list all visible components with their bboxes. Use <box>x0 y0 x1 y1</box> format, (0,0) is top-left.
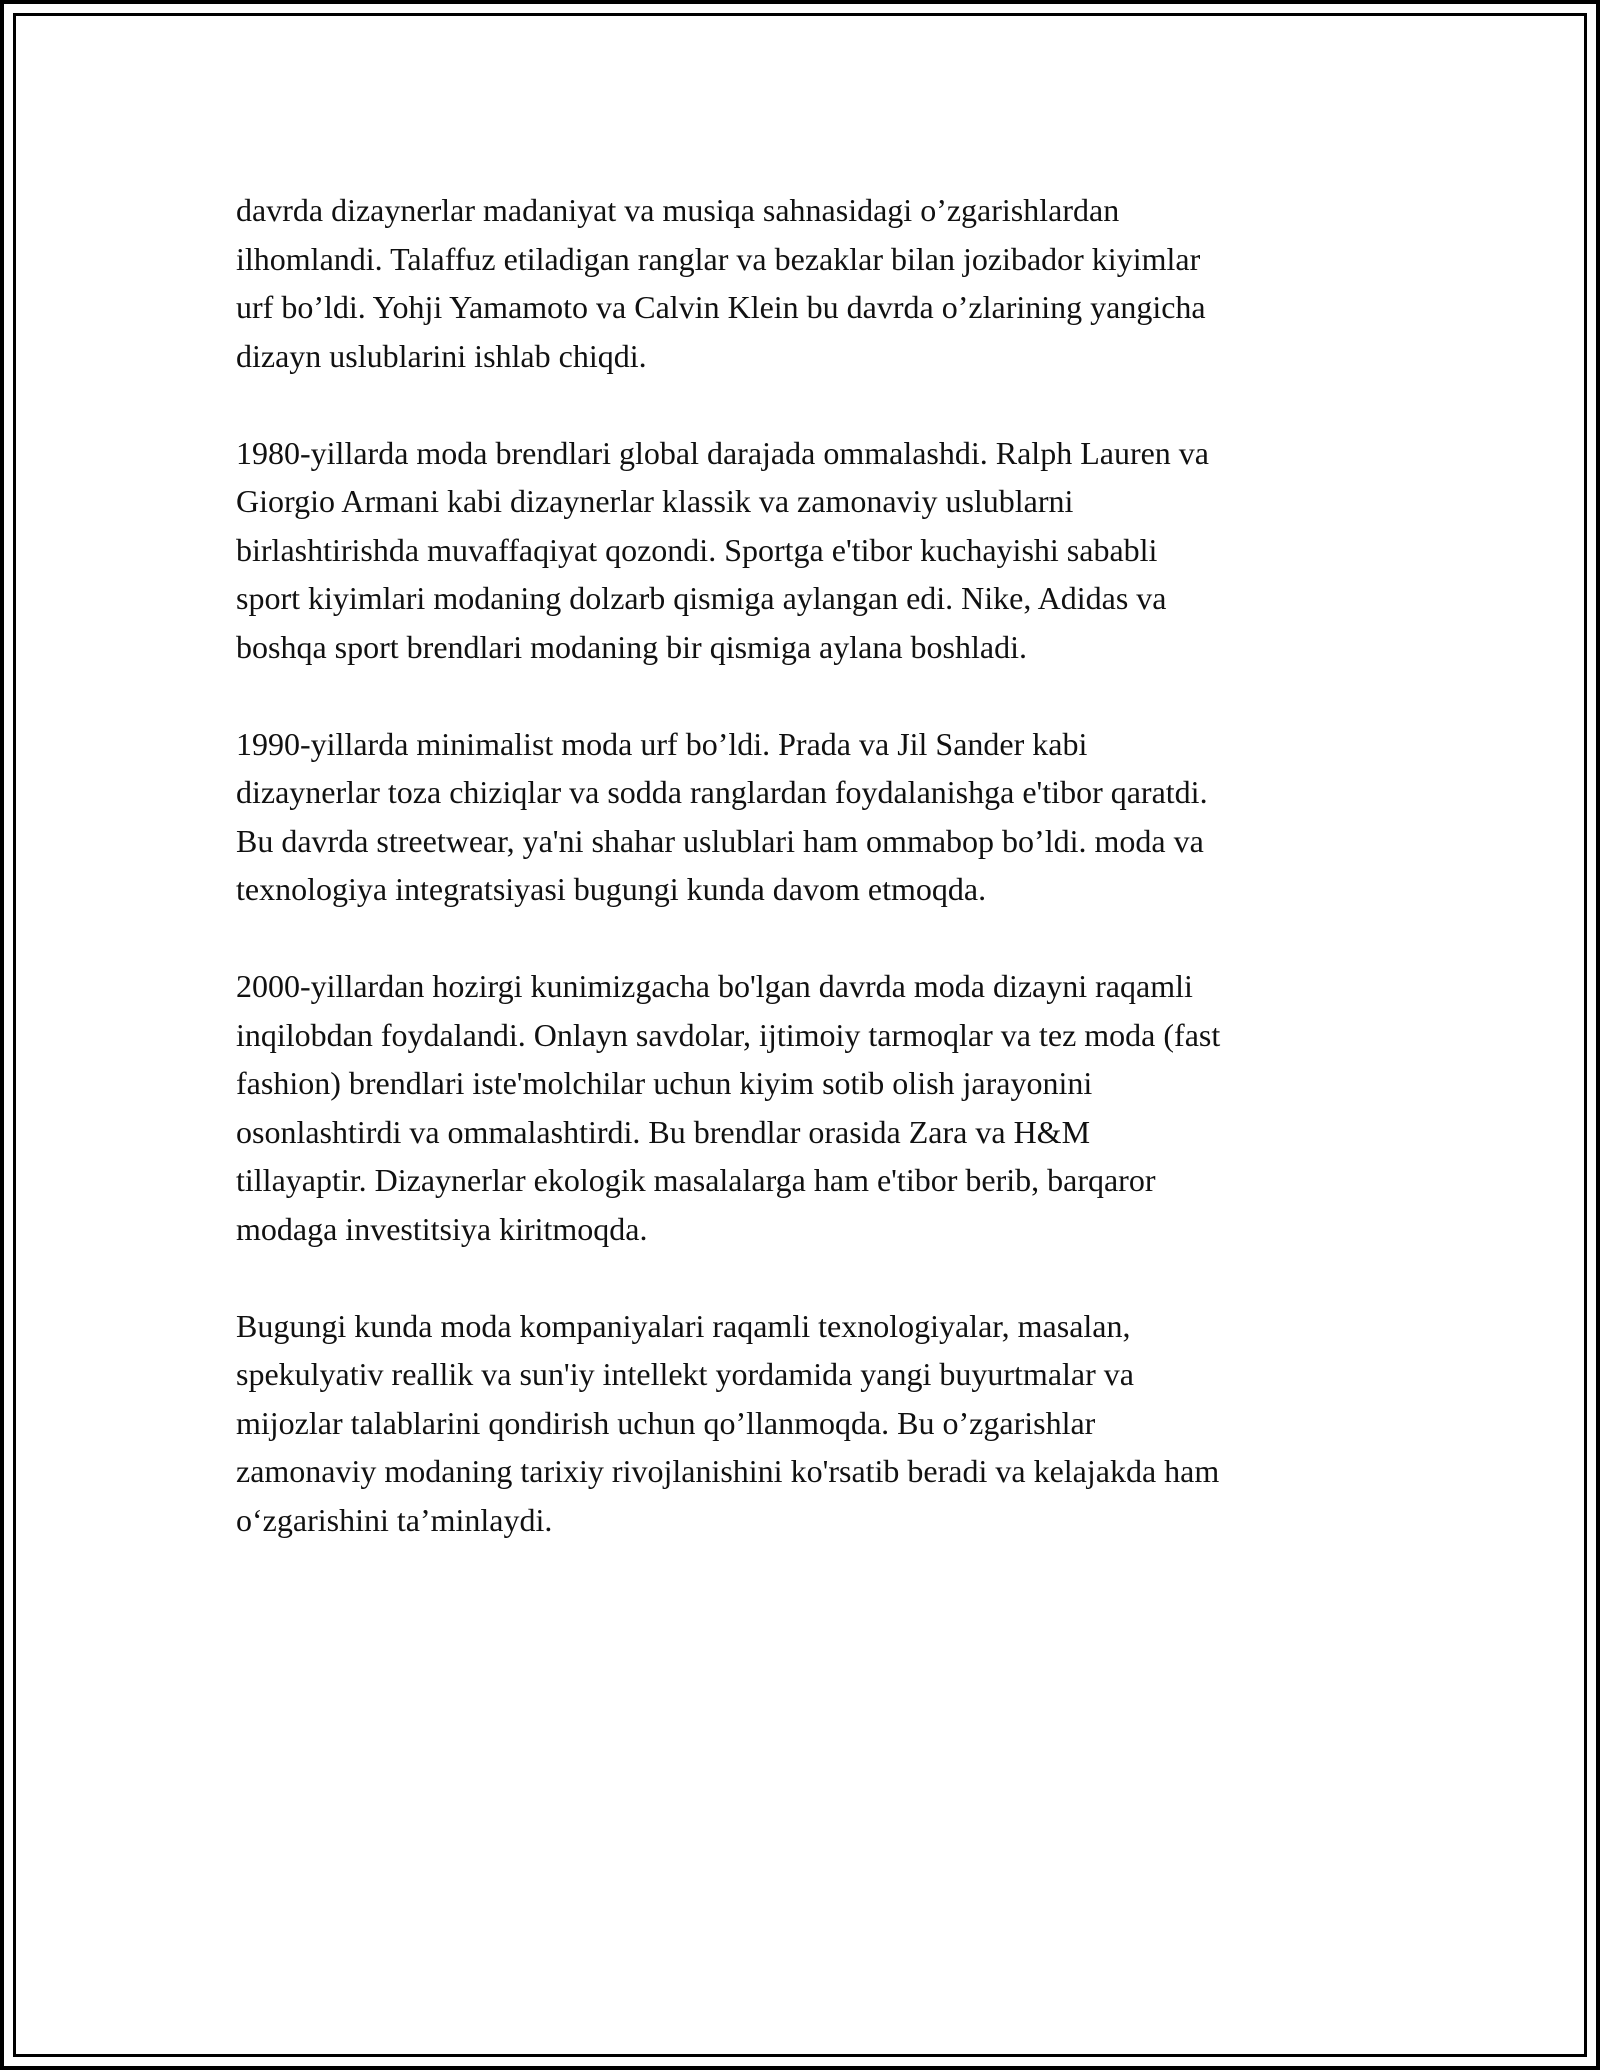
text-line: ilhomlandi. Talaffuz etiladigan ranglar va bezaklar bilan jozibador kiyimlar <box>236 240 1201 277</box>
text-line: modaga investitsiya kiritmoqda. <box>236 1210 648 1247</box>
text-line: zamonaviy modaning tarixiy rivojlanishini ko'rsatib beradi va kelajakda ham <box>236 1453 1220 1489</box>
text-line: birlashtirishda muvaffaqiyat qozondi. Sportga e'tibor kuchayishi sababli <box>236 531 1158 568</box>
paragraph-2000s <box>236 962 1376 1253</box>
text-line: osonlashtirdi va ommalashtirdi. Bu brendlar orasida Zara va H&M <box>236 1113 1091 1150</box>
text-line: fashion) brendlari iste'molchilar uchun kiyim sotib olish jarayonini <box>236 1065 1093 1101</box>
text-line: boshqa sport brendlari modaning bir qismiga aylana boshladi. <box>236 628 1027 665</box>
text-line: spekulyativ reallik va sun'iy intellekt yordamida yangi buyurtmalar va <box>236 1356 1134 1392</box>
text-line: dizayn uslublarini ishlab chiqdi. <box>236 337 647 374</box>
text-line: 1980-yillarda moda brendlari global darajada ommalashdi. Ralph Lauren va <box>236 434 1209 471</box>
text-line: urf bo’ldi. Yohji Yamamoto va Calvin Klein bu davrda o’zlarining yangicha <box>236 289 1206 325</box>
text-line: dizaynerlar toza chiziqlar va sodda ranglardan foydalanishga e'tibor qaratdi. <box>236 774 1208 810</box>
paragraph-1970s <box>236 186 1376 380</box>
text-line: tillayaptir. Dizaynerlar ekologik masalalarga ham e'tibor berib, barqaror <box>236 1162 1156 1198</box>
text-line: sport kiyimlari modaning dolzarb qismiga aylangan edi. Nike, Adidas va <box>236 580 1167 616</box>
text-line: Bugungi kunda moda kompaniyalari raqamli texnologiyalar, masalan, <box>236 1307 1131 1344</box>
text-line: inqilobdan foydalandi. Onlayn savdolar, ijtimoiy tarmoqlar va tez moda (fast <box>236 1016 1221 1053</box>
text-line: davrda dizaynerlar madaniyat va musiqa sahnasidagi o’zgarishlardan <box>236 192 1120 228</box>
text-line: texnologiya integratsiyasi bugungi kunda davom etmoqda. <box>236 871 987 907</box>
paragraph-1980s <box>236 429 1376 672</box>
text-line: Bu davrda streetwear, ya'ni shahar uslublari ham ommabop bo’ldi. moda va <box>236 822 1204 859</box>
text-line: o‘zgarishini ta’minlaydi. <box>236 1501 553 1538</box>
paragraph-1990s <box>236 720 1376 914</box>
text-line: mijozlar talablarini qondirish uchun qo’llanmoqda. Bu o’zgarishlar <box>236 1404 1096 1441</box>
text-line: 2000-yillardan hozirgi kunimizgacha bo'lgan davrda moda dizayni raqamli <box>236 968 1193 1004</box>
paragraph-today <box>236 1302 1376 1545</box>
document-body <box>236 186 1376 1593</box>
text-line: 1990-yillarda minimalist moda urf bo’ldi. Prada va Jil Sander kabi <box>236 725 1088 762</box>
text-line: Giorgio Armani kabi dizaynerlar klassik va zamonaviy uslublarni <box>236 483 1074 519</box>
